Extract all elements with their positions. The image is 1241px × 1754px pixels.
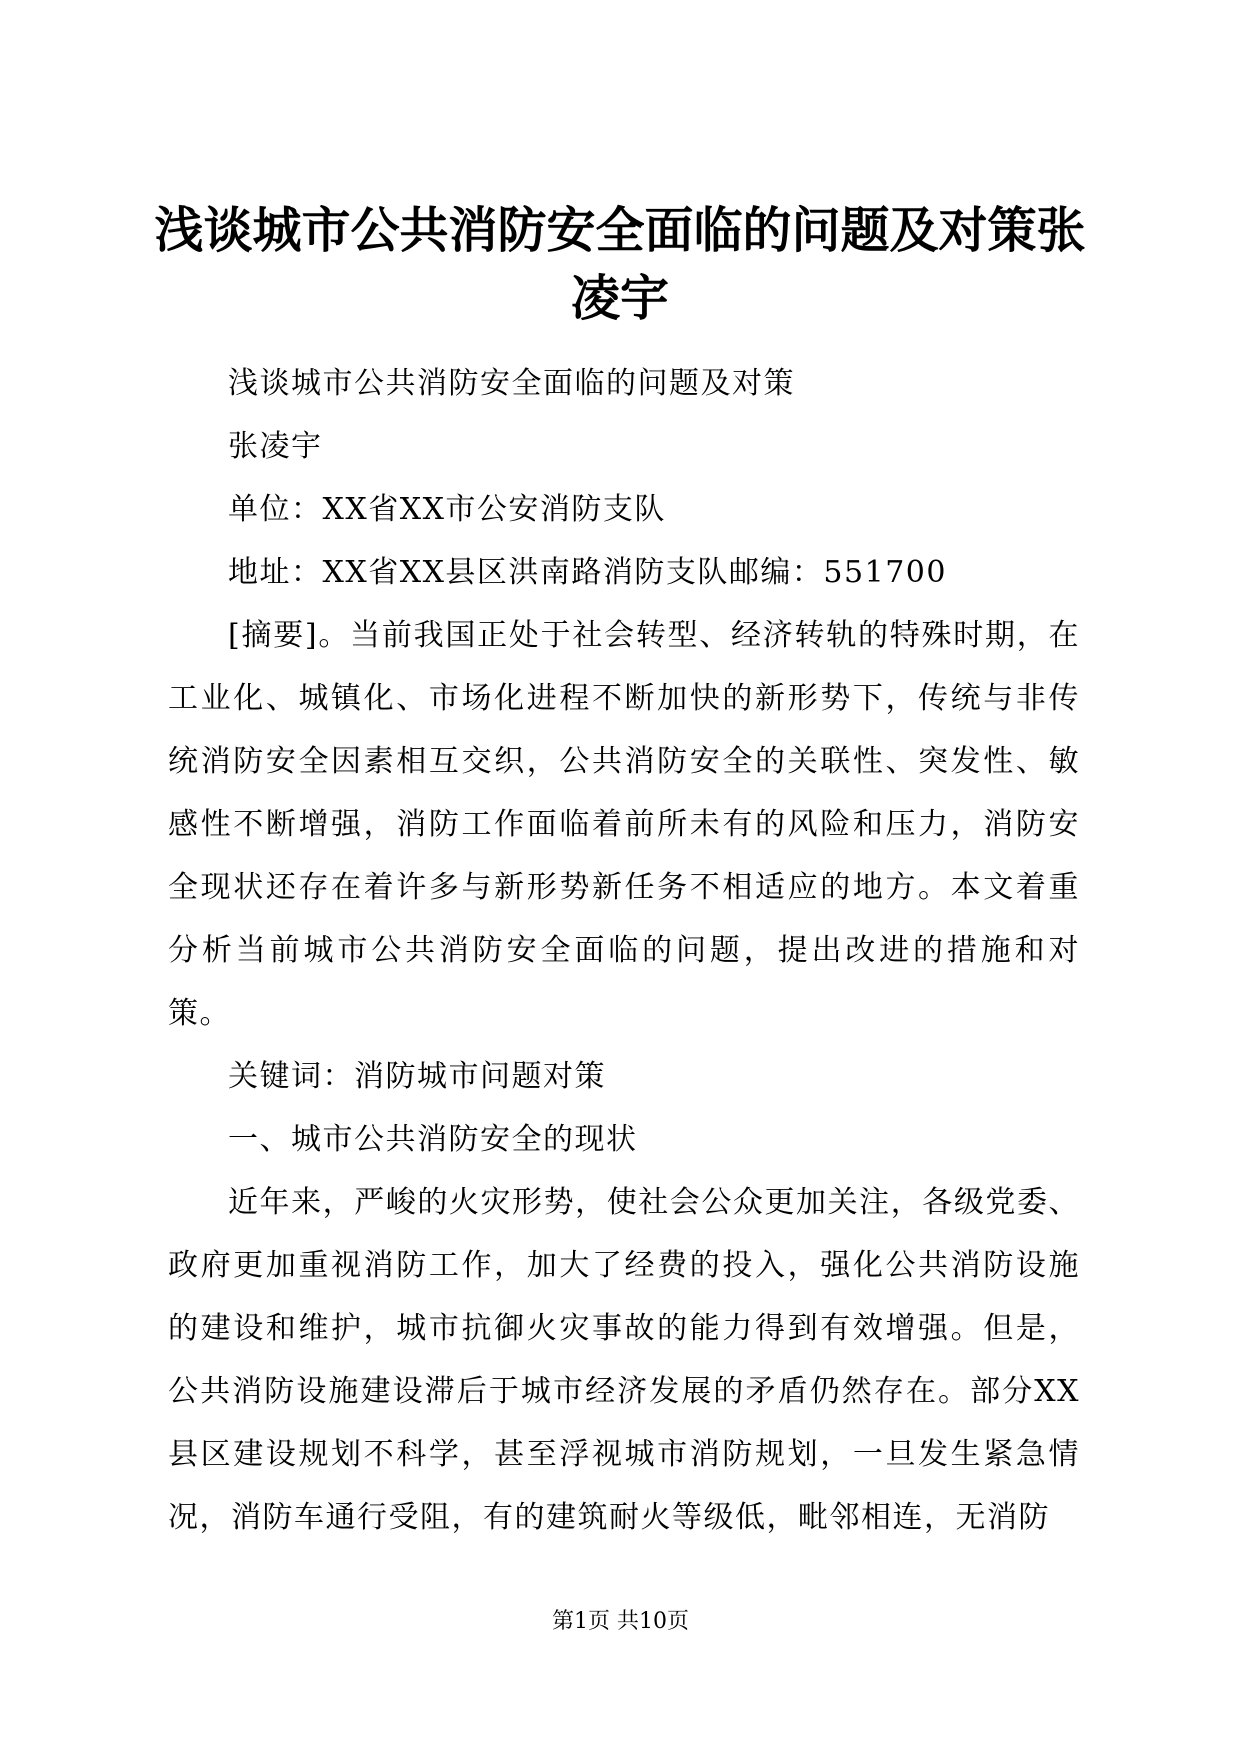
document-body <box>168 352 1080 1549</box>
section-heading: 一、城市公共消防安全的现状 <box>228 1122 638 1157</box>
address-paragraph: 地址：XX省XX县区洪南路消防支队邮编：551700 <box>228 555 947 590</box>
subtitle-paragraph: 浅谈城市公共消防安全面临的问题及对策 <box>228 366 795 401</box>
document-title: 浅谈城市公共消防安全面临的问题及对策张凌宇 <box>154 201 1086 327</box>
author-paragraph: 张凌宇 <box>228 429 323 464</box>
page-footer: 第1页 共10页 <box>552 1609 689 1634</box>
unit-paragraph: 单位：XX省XX市公安消防支队 <box>228 492 666 527</box>
abstract-paragraph: [摘要]。当前我国正处于社会转型、经济转轨的特殊时期，在工业化、城镇化、市场化进程不断加快的新形势下，传统与非传统消防安全因素相互交织，公共消防安全的关联性、突发性、敏感性不断增强，消防工作面临着前所未有的风险和压力，消防安全现状还存在着许多与新形势新任务不相适应的地方。本文着重分析当前城市公共消防安全面临的问题，提出改进的措施和对策。 <box>168 618 1080 1031</box>
keywords-paragraph: 关键词：消防城市问题对策 <box>228 1059 606 1094</box>
body-paragraph: 近年来，严峻的火灾形势，使社会公众更加关注，各级党委、政府更加重视消防工作，加大了经费的投入，强化公共消防设施的建设和维护，城市抗御火灾事故的能力得到有效增强。但是，公共消防设施建设滞后于城市经济发展的矛盾仍然存在。部分XX县区建设规划不科学，甚至浮视城市消防规划，一旦发生紧急情况，消防车通行受阻，有的建筑耐火等级低，毗邻相连，无消防 <box>168 1185 1080 1535</box>
